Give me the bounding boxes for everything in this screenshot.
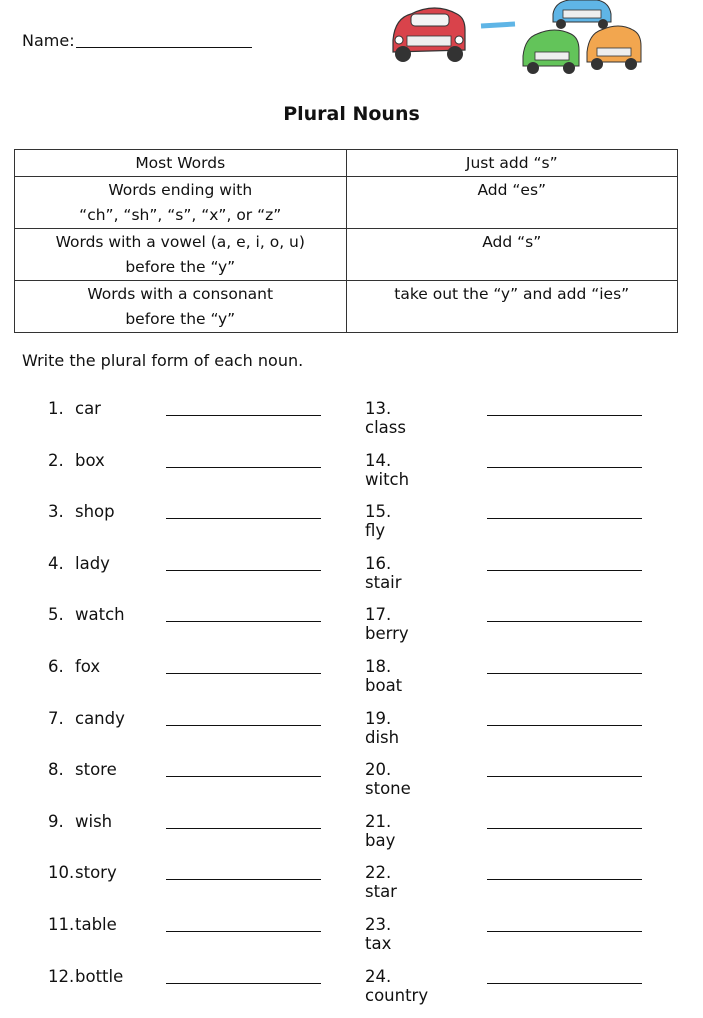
item-word: 23. tax [365, 914, 392, 953]
answer-blank[interactable] [487, 931, 642, 932]
name-blank-line[interactable] [76, 31, 252, 48]
item-number: 6. [48, 656, 64, 676]
item-word: box [75, 450, 105, 470]
item-word: store [75, 760, 117, 780]
answer-blank[interactable] [487, 725, 642, 726]
item-word: wish [75, 811, 113, 831]
rule-cell: Words ending with “ch”, “sh”, “s”, “x”, or “z” [15, 177, 347, 229]
item-word: car [75, 399, 101, 418]
item-number: 3. [48, 502, 64, 522]
answer-blank[interactable] [166, 621, 321, 622]
item-word: 22. star [365, 863, 397, 902]
item-word: 17. berry [365, 605, 409, 644]
answer-blank[interactable] [166, 570, 321, 571]
cars-illustration [385, 0, 647, 80]
table-row [15, 177, 678, 229]
answer-blank[interactable] [487, 983, 642, 984]
item-word: 14. witch [365, 450, 410, 489]
instructions: Write the plural form of each noun. [22, 351, 304, 370]
item-word: table [75, 914, 117, 934]
action-cell: Add “s” [346, 229, 678, 281]
item-word: 13. class [365, 399, 406, 437]
item-number: 2. [48, 450, 64, 470]
table-row [15, 229, 678, 281]
answer-blank[interactable] [166, 725, 321, 726]
item-word: fox [75, 656, 101, 676]
answer-blank[interactable] [166, 673, 321, 674]
item-word: 16. stair [365, 553, 402, 592]
speed-lines-icon [481, 24, 515, 26]
item-number: 1. [48, 399, 64, 418]
answer-blank[interactable] [166, 983, 321, 984]
answer-blank[interactable] [487, 673, 642, 674]
item-word: watch [75, 605, 125, 625]
answer-blank[interactable] [487, 828, 642, 829]
answer-blank[interactable] [487, 415, 642, 416]
table-row [15, 150, 678, 177]
answer-blank[interactable] [166, 931, 321, 932]
answer-blank[interactable] [166, 518, 321, 519]
item-number: 11. [48, 914, 75, 934]
rule-cell: Words with a consonant before the “y” [15, 281, 347, 333]
item-number: 7. [48, 708, 64, 728]
table-row [15, 281, 678, 333]
item-word: 18. boat [365, 656, 403, 695]
item-word: 21. bay [365, 811, 396, 850]
item-word: bottle [75, 966, 124, 986]
answer-blank[interactable] [487, 467, 642, 468]
answer-blank[interactable] [166, 828, 321, 829]
answer-blank[interactable] [487, 570, 642, 571]
answer-blank[interactable] [166, 415, 321, 416]
car-icon-red [393, 8, 465, 62]
car-icon-orange [587, 26, 641, 70]
page-title: Plural Nouns [283, 103, 420, 125]
item-word: 20. stone [365, 760, 411, 799]
item-word: story [75, 863, 117, 883]
item-word: 24. country [365, 966, 429, 1005]
plural-rules-table [14, 149, 678, 333]
item-number: 9. [48, 811, 64, 831]
action-cell: take out the “y” and add “ies” [346, 281, 678, 333]
item-number: 5. [48, 605, 64, 625]
answer-blank[interactable] [166, 776, 321, 777]
item-number: 10. [48, 863, 75, 883]
item-word: shop [75, 502, 115, 522]
item-word: 19. dish [365, 708, 400, 747]
item-number: 12. [48, 966, 75, 986]
item-number: 8. [48, 760, 64, 780]
rule-cell: Words with a vowel (a, e, i, o, u) before the “y” [15, 229, 347, 281]
action-cell: Just add “s” [346, 150, 678, 177]
car-icon-blue [553, 0, 611, 29]
item-number: 4. [48, 553, 64, 573]
car-icon-green [523, 30, 579, 74]
item-word: candy [75, 708, 125, 728]
name-field[interactable] [22, 31, 252, 50]
item-word: lady [75, 553, 110, 573]
answer-blank[interactable] [166, 467, 321, 468]
answer-blank[interactable] [487, 879, 642, 880]
answer-blank[interactable] [487, 518, 642, 519]
item-word: 15. fly [365, 502, 392, 541]
action-cell: Add “es” [346, 177, 678, 229]
rule-cell: Most Words [15, 150, 347, 177]
answer-blank[interactable] [166, 879, 321, 880]
answer-blank[interactable] [487, 776, 642, 777]
answer-blank[interactable] [487, 621, 642, 622]
name-label: Name: [22, 31, 75, 50]
